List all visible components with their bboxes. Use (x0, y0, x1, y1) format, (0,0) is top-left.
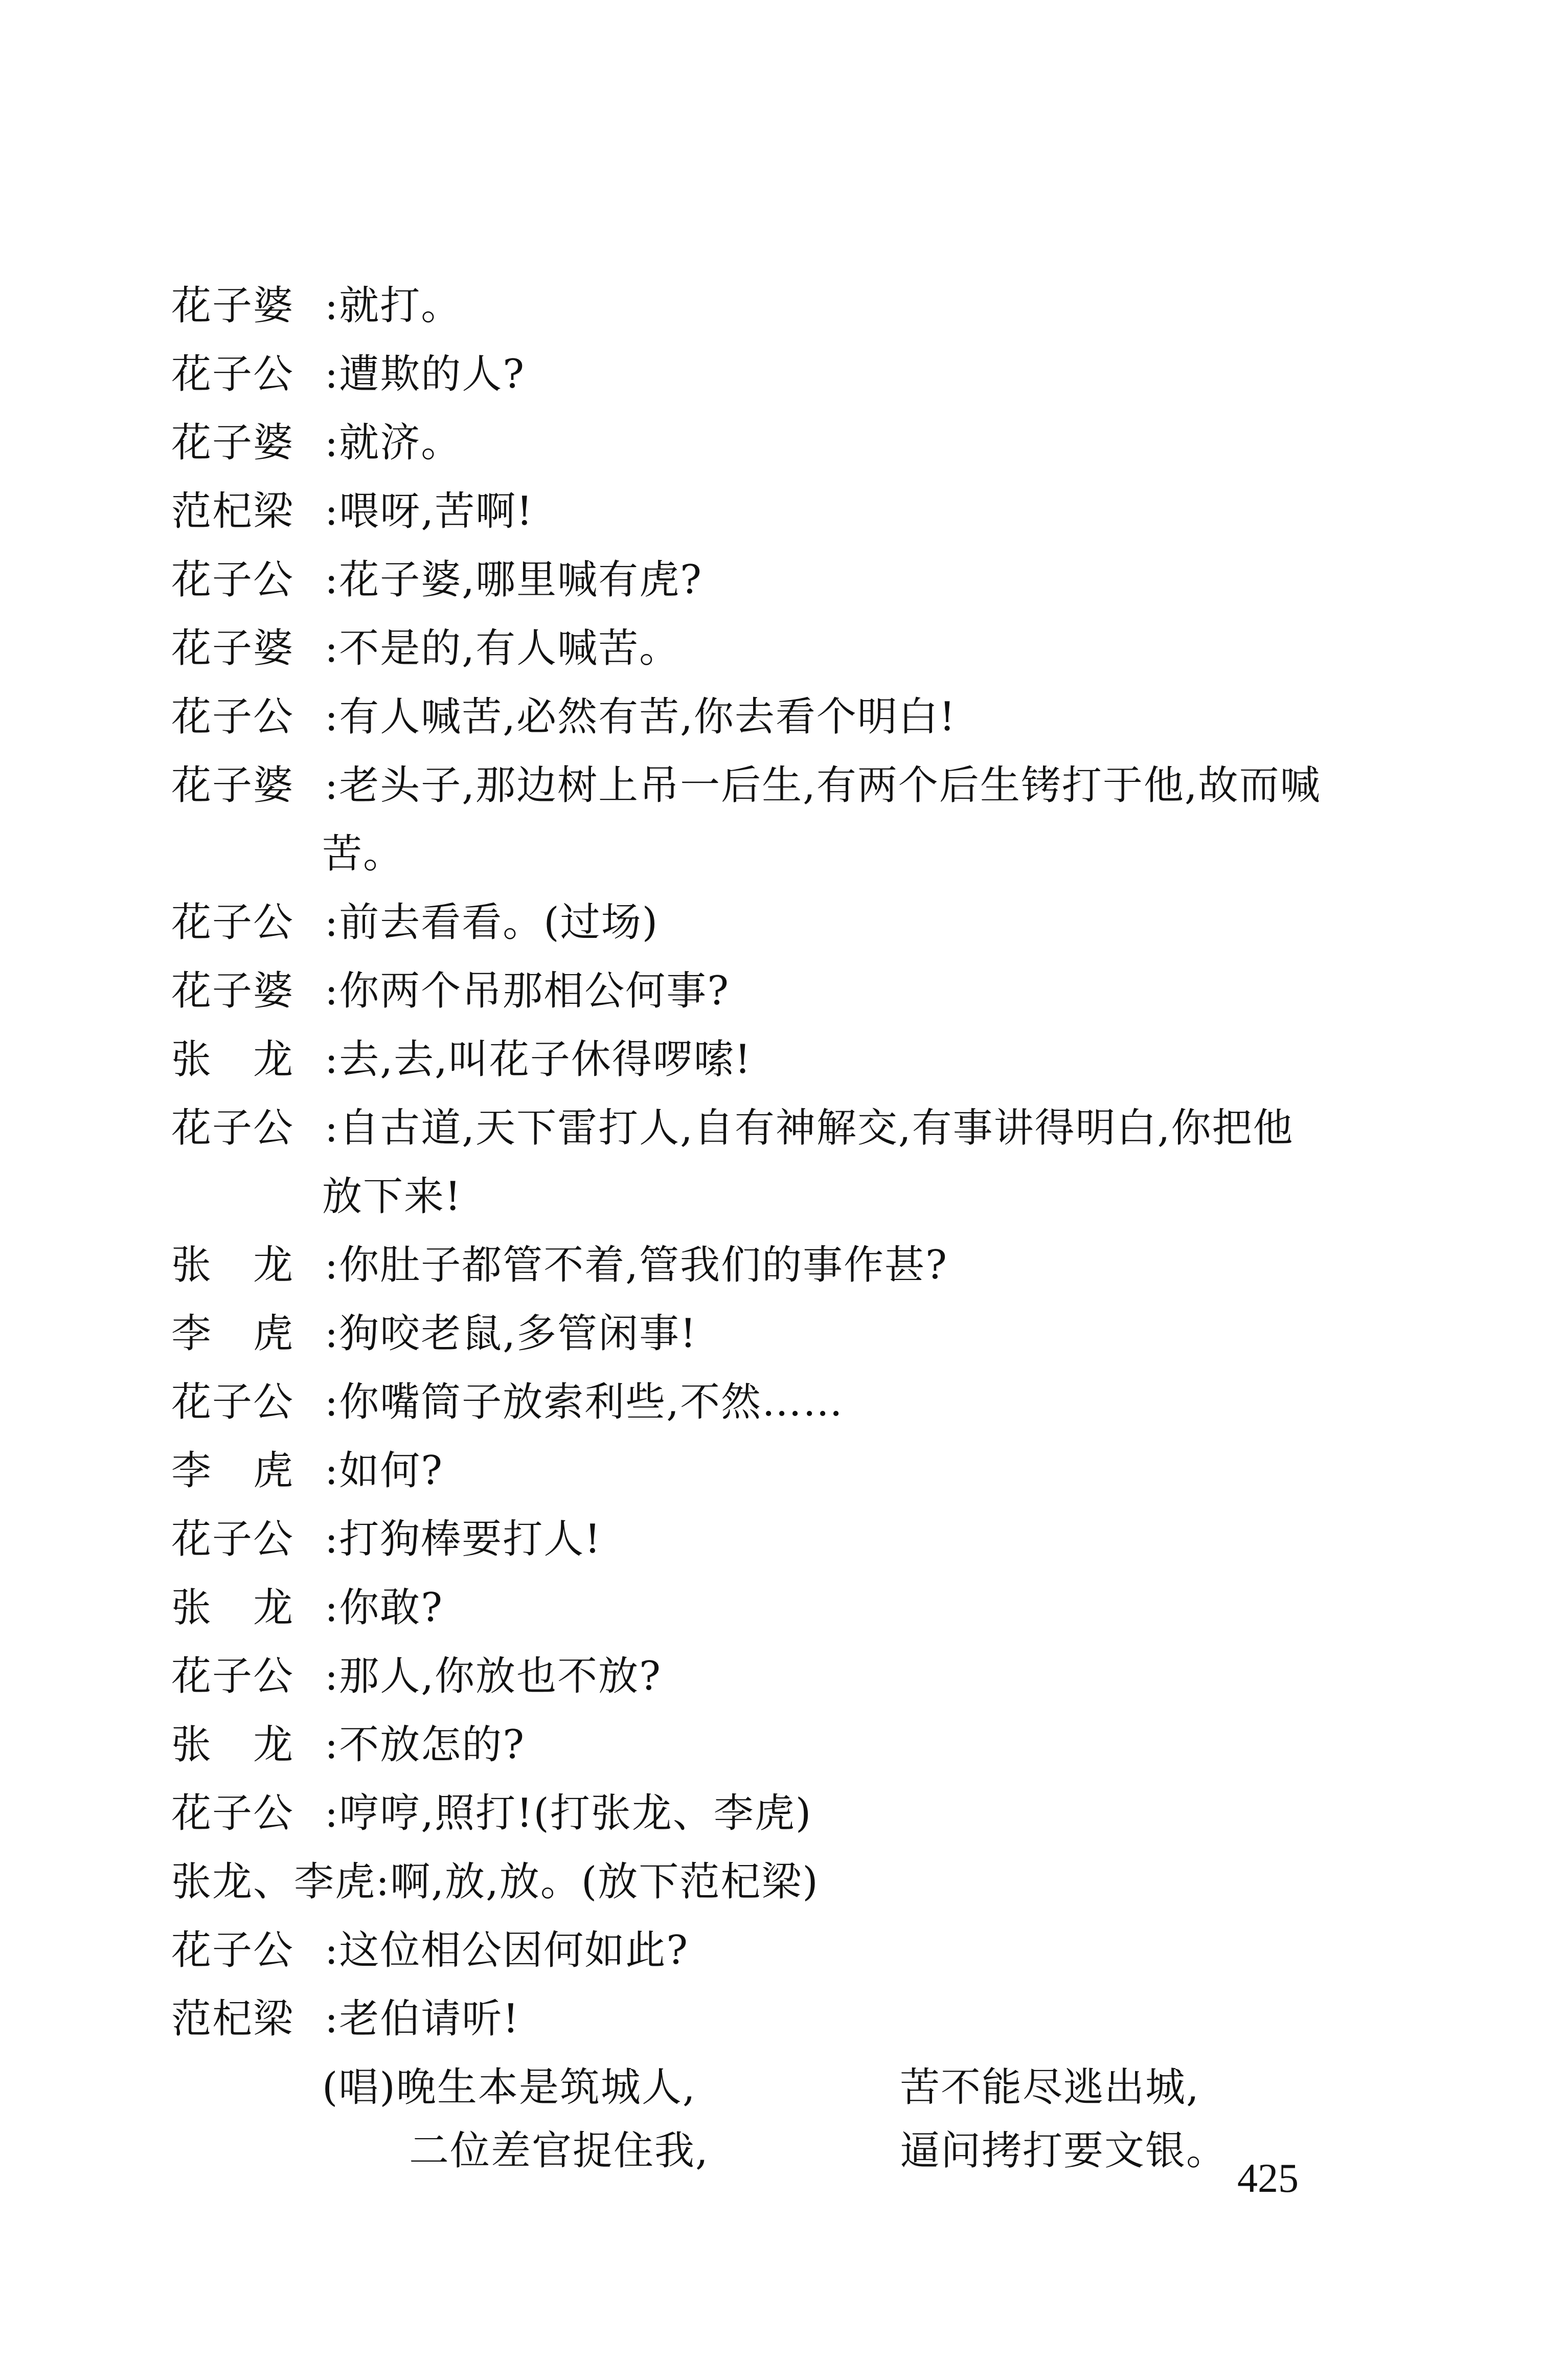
dialogue-text: :你两个吊那相公何事? (325, 968, 730, 1014)
speaker-name: 花子婆 (171, 420, 294, 466)
dialogue-line (171, 966, 730, 1017)
speaker-name: 花子公 (171, 900, 294, 946)
dialogue-text: :那人,你放也不放? (325, 1653, 662, 1699)
dialogue-text: :遭欺的人? (325, 351, 526, 397)
dialogue-continuation: 放下来! (322, 1174, 462, 1220)
dialogue-line (171, 280, 462, 331)
speaker-name: 花子公 (171, 1927, 294, 1973)
dialogue-line (171, 1788, 812, 1839)
dialogue-text: :不放怎的? (325, 1722, 526, 1768)
speaker-name: 花子婆 (171, 968, 294, 1014)
speaker-name: 张 龙 (171, 1242, 294, 1288)
dialogue-line (171, 1582, 443, 1633)
dialogue-text: :你嘴筒子放索利些,不然…… (325, 1379, 844, 1425)
dialogue-line (171, 417, 462, 468)
dialogue-text: :老头子,那边树上吊一后生,有两个后生铐打于他,故而喊 (325, 762, 1321, 809)
dialogue-line (171, 897, 659, 948)
song-line-2-right: 逼问拷打要文银。 (900, 2128, 1228, 2174)
speaker-name: 张 龙 (171, 1585, 294, 1631)
speaker-name: 花子公 (171, 1379, 294, 1425)
dialogue-line (171, 486, 533, 537)
dialogue-line (171, 1925, 689, 1976)
dialogue-line (171, 554, 702, 605)
dialogue-line (171, 1719, 525, 1770)
dialogue-text: :就打。 (325, 283, 462, 329)
speaker-name: 花子公 (171, 1105, 294, 1151)
dialogue-text: :就济。 (325, 420, 462, 466)
dialogue-text: :你敢? (325, 1585, 444, 1631)
dialogue-line (171, 1103, 1294, 1154)
dialogue-line (171, 1651, 662, 1702)
dialogue-line (171, 691, 956, 743)
speaker-name: 花子公 (171, 1653, 294, 1699)
dialogue-text: :喂呀,苦啊! (325, 488, 534, 534)
speaker-name: 范杞梁 (171, 1996, 294, 2042)
dialogue-text: :去,去,叫花子休得啰嗦! (325, 1037, 752, 1083)
song-line-1-right: 苦不能尽逃出城, (900, 2064, 1200, 2110)
speaker-name: 范杞梁 (171, 488, 294, 534)
dialogue-text: :狗咬老鼠,多管闲事! (325, 1311, 697, 1357)
page-number: 425 (1237, 2156, 1299, 2201)
dialogue-text: :不是的,有人喊苦。 (325, 625, 680, 671)
dialogue-text: :老伯请听! (325, 1996, 520, 2042)
speaker-name: 花子公 (171, 557, 294, 603)
dialogue-text: :啊,放,放。(放下范杞梁) (376, 1859, 819, 1905)
dialogue-text: :打狗棒要打人! (325, 1516, 602, 1562)
speaker-name: 花子公 (171, 351, 294, 397)
dialogue-line (171, 1856, 819, 1907)
speaker-name: 张龙、李虎 (171, 1859, 376, 1905)
speaker-name: 李 虎 (171, 1311, 294, 1357)
speaker-name: 张 龙 (171, 1722, 294, 1768)
dialogue-line (171, 1514, 602, 1565)
speaker-name: 花子公 (171, 694, 294, 740)
dialogue-line (171, 623, 680, 674)
dialogue-line (171, 1240, 948, 1291)
dialogue-text: :你肚子都管不着,管我们的事作甚? (325, 1242, 948, 1288)
dialogue-line (171, 1445, 443, 1496)
song-line-1-left: (唱)晚生本是筑城人, (322, 2064, 696, 2110)
speaker-name: 李 虎 (171, 1448, 294, 1494)
speaker-name: 花子公 (171, 1790, 294, 1836)
dialogue-line (171, 1034, 752, 1085)
speaker-name: 花子婆 (171, 625, 294, 671)
song-line-2-left: 二位差官捉住我, (409, 2128, 709, 2174)
speaker-name: 花子婆 (171, 283, 294, 329)
dialogue-text: :自古道,天下雷打人,自有神解交,有事讲得明白,你把他 (325, 1105, 1294, 1151)
dialogue-line (171, 349, 525, 400)
dialogue-text: :花子婆,哪里喊有虎? (325, 557, 702, 603)
dialogue-text: :前去看看。(过场) (325, 900, 659, 946)
speaker-name: 花子婆 (171, 762, 294, 809)
dialogue-text: :如何? (325, 1448, 444, 1494)
dialogue-text: :有人喊苦,必然有苦,你去看个明白! (325, 694, 957, 740)
dialogue-text: :这位相公因何如此? (325, 1927, 689, 1973)
dialogue-text: :哼哼,照打!(打张龙、李虎) (325, 1790, 812, 1836)
dialogue-line (171, 1993, 520, 2045)
speaker-name: 张 龙 (171, 1037, 294, 1083)
speaker-name: 花子公 (171, 1516, 294, 1562)
dialogue-line (171, 760, 1321, 811)
dialogue-line (171, 1308, 697, 1359)
dialogue-continuation: 苦。 (322, 831, 404, 877)
dialogue-line (171, 1377, 844, 1428)
